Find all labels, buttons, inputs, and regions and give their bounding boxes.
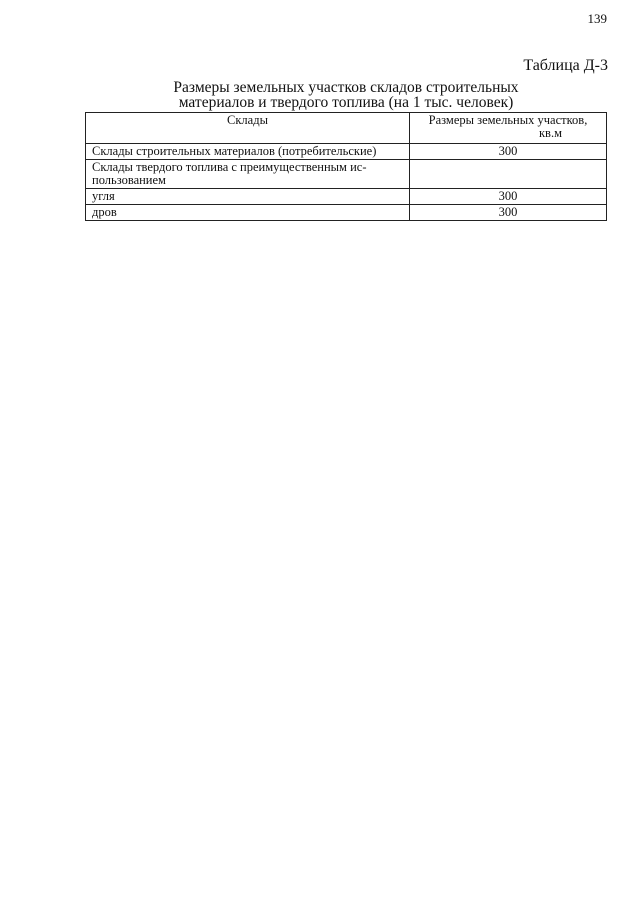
table-title-line-2: материалов и твердого топлива (на 1 тыс. человек) xyxy=(178,94,514,111)
header-warehouses: Склады xyxy=(86,113,410,144)
header-land-size-unit: кв.м xyxy=(538,126,562,140)
row-name xyxy=(86,160,410,189)
page-number: 139 xyxy=(587,11,607,26)
table-title-line-1: Размеры земельных участков складов строительных xyxy=(173,79,519,96)
table-row xyxy=(86,189,607,205)
row-value xyxy=(410,160,607,189)
row-name: угля xyxy=(86,189,410,205)
row-name-line-2: пользованием xyxy=(92,173,166,187)
table-header-row xyxy=(86,113,607,144)
row-value: 300 xyxy=(410,205,607,221)
row-name: дров xyxy=(86,205,410,221)
row-name-line-1: Склады твердого топлива с преимущественным ис- xyxy=(92,160,367,174)
header-land-size xyxy=(410,113,607,144)
table-title xyxy=(85,80,607,110)
table-row xyxy=(86,144,607,160)
table-row xyxy=(86,205,607,221)
table-row xyxy=(86,160,607,189)
row-name: Склады строительных материалов (потребительские) xyxy=(86,144,410,160)
row-value: 300 xyxy=(410,189,607,205)
land-size-table xyxy=(85,112,607,221)
table-id: Таблица Д-3 xyxy=(523,57,608,74)
row-value: 300 xyxy=(410,144,607,160)
header-land-size-line-1: Размеры земельных участков, xyxy=(428,113,588,127)
